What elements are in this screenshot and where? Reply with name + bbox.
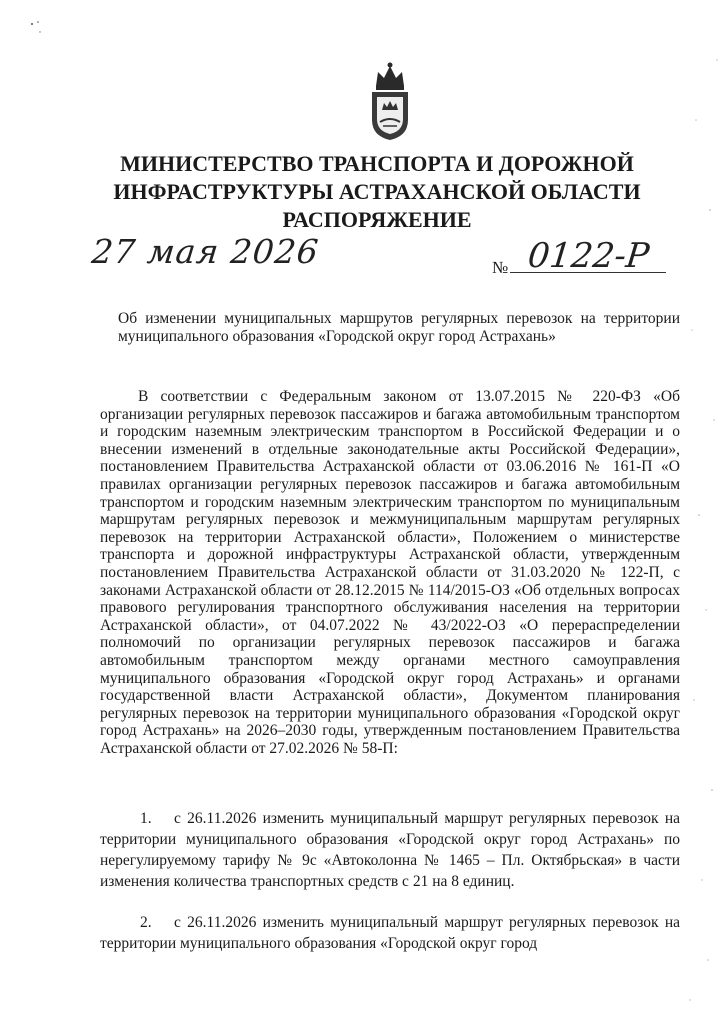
preamble-paragraph: В соответствии с Федеральным законом от 13.07.2015 № 220-ФЗ «Об организации регулярных перевозок пассажиров и багажа автомобильным транспортом и городским наземным электрическим транспортом в Российской Федерации и о внесении изменений в отдельные законодательные акты Российской Федерации», постановлением Правительства Астраханской области от 03.06.2016 № 161-П «О правилах организации регулярных перевозок пассажиров и багажа автомобильным транспортом и городским наземным электрическим транспортом по муниципальным маршрутам регулярных перевозок и межмуниципальным маршрутам регулярных перевозок на территории Астраханской области», Положением о министерстве транспорта и дорожной инфраструктуры Астраханской области, утвержденным постановлением Правительства Астраханской области от 31.03.2020 № 122-П, с законами Астраханской области от 28.12.2015 № 114/2015-ОЗ «Об отдельных вопросах правового регулирования транспортного обслуживания населения на территории Астраханской области», от 04.07.2022 № 43/2022-ОЗ «О перераспределении полномочий по организации регулярных перевозок пассажиров и багажа автомобильным транспортом между органами местного самоуправления муниципального образования «Городской округ город Астрахань» и органами государственной власти Астраханской области», Документом планирования регулярных перевозок на территории муниципального образования «Городской округ город Астрахань» на 2026–2030 годы, утвержденным постановлением Правительства Астраханской области от 27.02.2026 № 58-П: bbox=[100, 388, 680, 757]
list-item-number: 1. bbox=[140, 810, 152, 827]
list-item-text: с 26.11.2026 изменить муниципальный маршрут регулярных перевозок на территории муниципального образования «Городской округ город bbox=[100, 914, 680, 952]
coat-of-arms-icon bbox=[368, 60, 412, 142]
handwritten-date: 27 мая 2026 bbox=[89, 232, 321, 271]
scan-specks bbox=[28, 18, 48, 38]
ministry-title-line2: ИНФРАСТРУКТУРЫ АСТРАХАНСКОЙ ОБЛАСТИ bbox=[113, 179, 641, 204]
handwritten-document-number: 0122-Р bbox=[525, 236, 652, 276]
ministry-title-line1: МИНИСТЕРСТВО ТРАНСПОРТА И ДОРОЖНОЙ bbox=[120, 151, 634, 176]
list-item-number: 2. bbox=[140, 914, 152, 931]
document-subject: Об изменении муниципальных маршрутов регулярных перевозок на территории муниципального образования «Городской округ город Астрахань» bbox=[118, 310, 680, 345]
list-item bbox=[100, 912, 680, 954]
list-item bbox=[100, 808, 680, 892]
document-type-title: РАСПОРЯЖЕНИЕ bbox=[282, 207, 472, 232]
number-label: № bbox=[492, 258, 509, 277]
list-item-text: с 26.11.2026 изменить муниципальный маршрут регулярных перевозок на территории муниципального образования «Городской округ город Астрахань» по нерегулируемому тарифу № 9с «Автоколонна № 1465 – Пл. Октябрьская» в части изменения количества транспортных средств с 21 на 8 единиц. bbox=[100, 810, 680, 890]
